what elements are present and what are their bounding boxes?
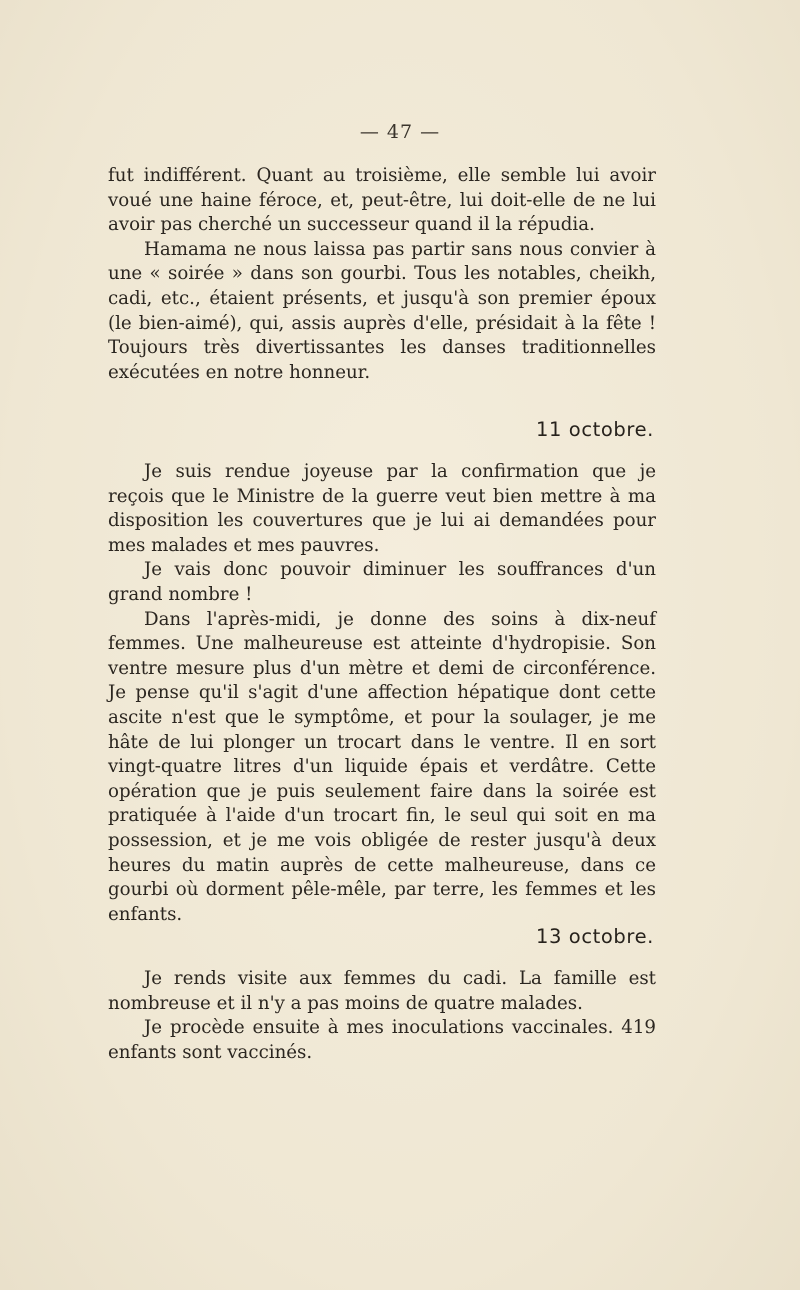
paragraph: Hamama ne nous laissa pas partir sans nous convier à une « soirée » dans son gourbi. Tous les notables, cheikh, cadi, etc., étaient présents, et jusqu'à son premier époux (le bien-aimé), qui, assis auprès d'elle, présidait à la fête ! Toujours très divertissantes les danses traditionnelles exécutées en notre honneur. [108,238,656,383]
paragraph: Je vais donc pouvoir diminuer les souffrances d'un grand nombre ! [108,559,656,605]
paragraph: Dans l'après-midi, je donne des soins à dix-neuf femmes. Une malheureuse est atteinte d'hydropisie. Son ventre mesure plus d'un mètre et demi de circonférence. Je pense qu'il s'agit d'une affection hépatique dont cette ascite n'est que le symptôme, et pour la soulager, je me hâte de lui plonger un trocart dans le ventre. Il en sort vingt-quatre litres d'un liquide épais et verdâtre. Cette opération que je puis seulement faire dans la soirée est pratiquée à l'aide d'un trocart fin, le seul qui soit en ma possession, et je me vois obligée de rester jusqu'à deux heures du matin auprès de cette malheureuse, dans ce gourbi où dorment pêle-mêle, par terre, les femmes et les enfants. [108,608,656,925]
entry-13-october [108,967,656,1065]
paragraph: Je rends visite aux femmes du cadi. La famille est nombreuse et il n'y a pas moins de quatre malades. [108,968,656,1014]
paragraph: Je suis rendue joyeuse par la confirmation que je reçois que le Ministre de la guerre veut bien mettre à ma disposition les couvertures que je lui ai demandées pour mes malades et mes pauvres. [108,461,656,556]
entry-11-october [108,460,656,927]
date-heading-13-october: 13 octobre. [535,925,654,948]
opening-section [108,164,656,385]
paragraph: Je procède ensuite à mes inoculations vaccinales. 419 enfants sont vaccinés. [108,1017,656,1063]
date-heading-11-october: 11 octobre. [535,418,654,441]
paragraph: fut indifférent. Quant au troisième, elle semble lui avoir voué une haine féroce, et, peut-être, lui doit-elle de ne lui avoir pas cherché un successeur quand il la répudia. [108,165,656,236]
page-number: — 47 — [359,121,441,143]
